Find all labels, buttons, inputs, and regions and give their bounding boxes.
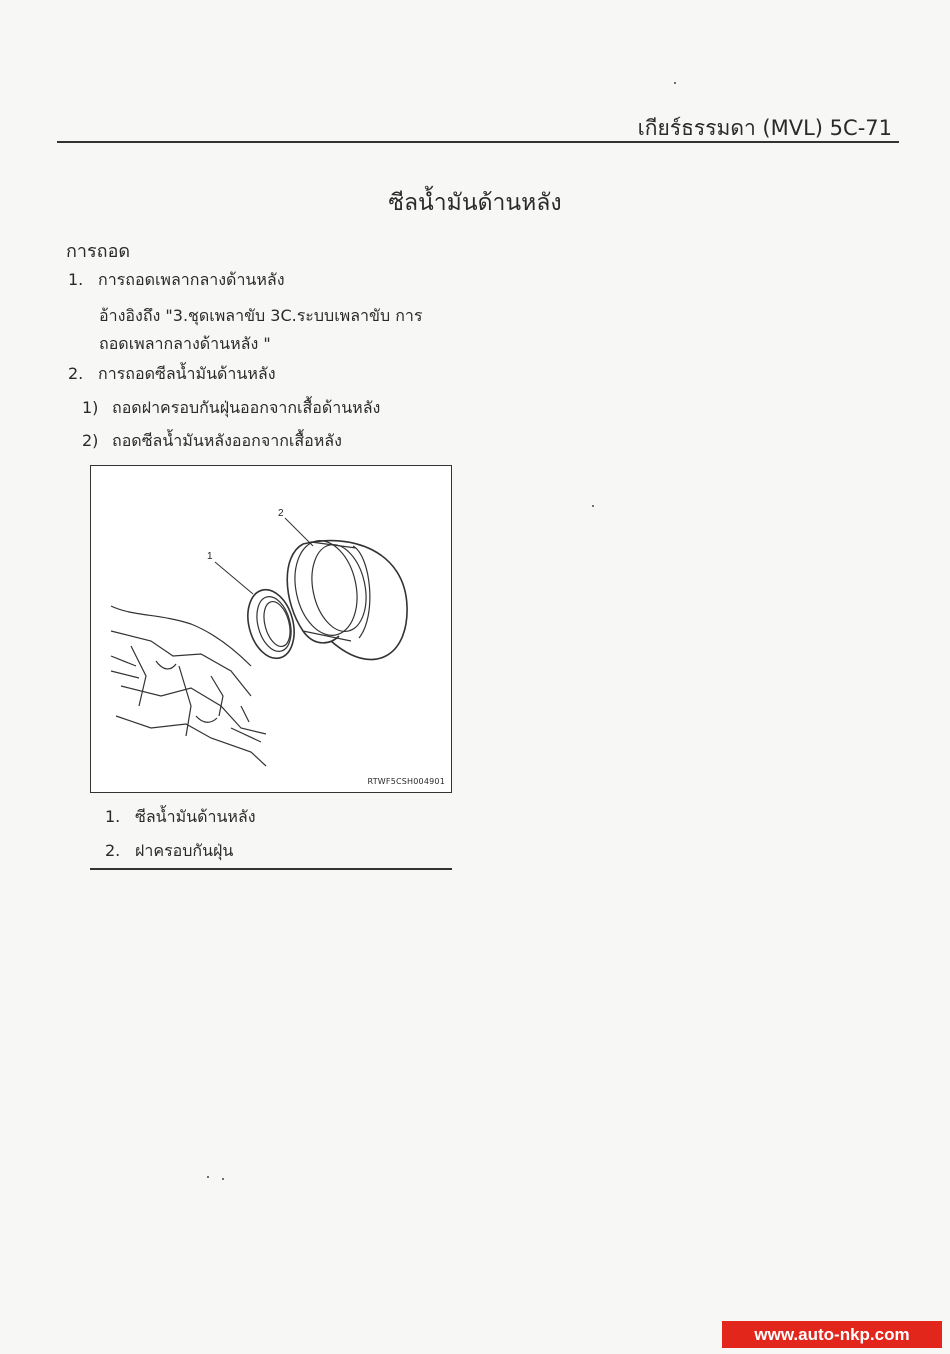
substep-number: 1)	[82, 398, 99, 417]
figure-bottom-rule	[90, 868, 452, 870]
legend-item-1	[105, 805, 256, 830]
substep-1	[82, 396, 380, 421]
page-header-title: เกียร์ธรรมดา (MVL) 5C-71	[637, 116, 892, 140]
legend-number: 1.	[105, 807, 121, 826]
substep-2	[82, 429, 342, 454]
callout-1: 1	[207, 551, 213, 562]
removal-heading: การถอด	[66, 241, 131, 262]
figure-oil-seal-illustration	[90, 465, 452, 793]
step-text: การถอดเพลากลางด้านหลัง	[98, 270, 285, 289]
substep-text: ถอดฝาครอบกันฝุ่นออกจากเสื้อด้านหลัง	[112, 398, 381, 417]
figure-code: RTWF5CSH004901	[367, 777, 445, 786]
legend-item-2	[105, 839, 233, 864]
watermark-badge: www.auto-nkp.com	[722, 1321, 942, 1348]
substep-text: ถอดซีลน้ำมันหลังออกจากเสื้อหลัง	[112, 431, 342, 450]
scan-speck	[222, 1178, 224, 1180]
step-2	[68, 362, 276, 387]
scan-speck	[674, 82, 676, 84]
substep-number: 2)	[82, 431, 99, 450]
legend-text: ฝาครอบกันฝุ่น	[135, 841, 234, 860]
header-rule	[57, 141, 899, 143]
callout-2: 2	[278, 508, 284, 519]
step-1	[68, 268, 285, 293]
scan-speck	[592, 505, 594, 507]
legend-number: 2.	[105, 841, 121, 860]
step-1-reference-line-1: อ้างอิงถึง "3.ชุดเพลาขับ 3C.ระบบเพลาขับ การ	[99, 306, 423, 325]
oil-seal-drawing	[91, 466, 451, 792]
section-title: ซีลน้ำมันด้านหลัง	[388, 190, 562, 216]
step-number: 2.	[68, 364, 84, 383]
legend-text: ซีลน้ำมันด้านหลัง	[135, 807, 256, 826]
scan-speck	[207, 1176, 209, 1178]
step-number: 1.	[68, 270, 84, 289]
step-1-reference-line-2: ถอดเพลากลางด้านหลัง "	[99, 334, 271, 353]
step-text: การถอดซีลน้ำมันด้านหลัง	[98, 364, 276, 383]
